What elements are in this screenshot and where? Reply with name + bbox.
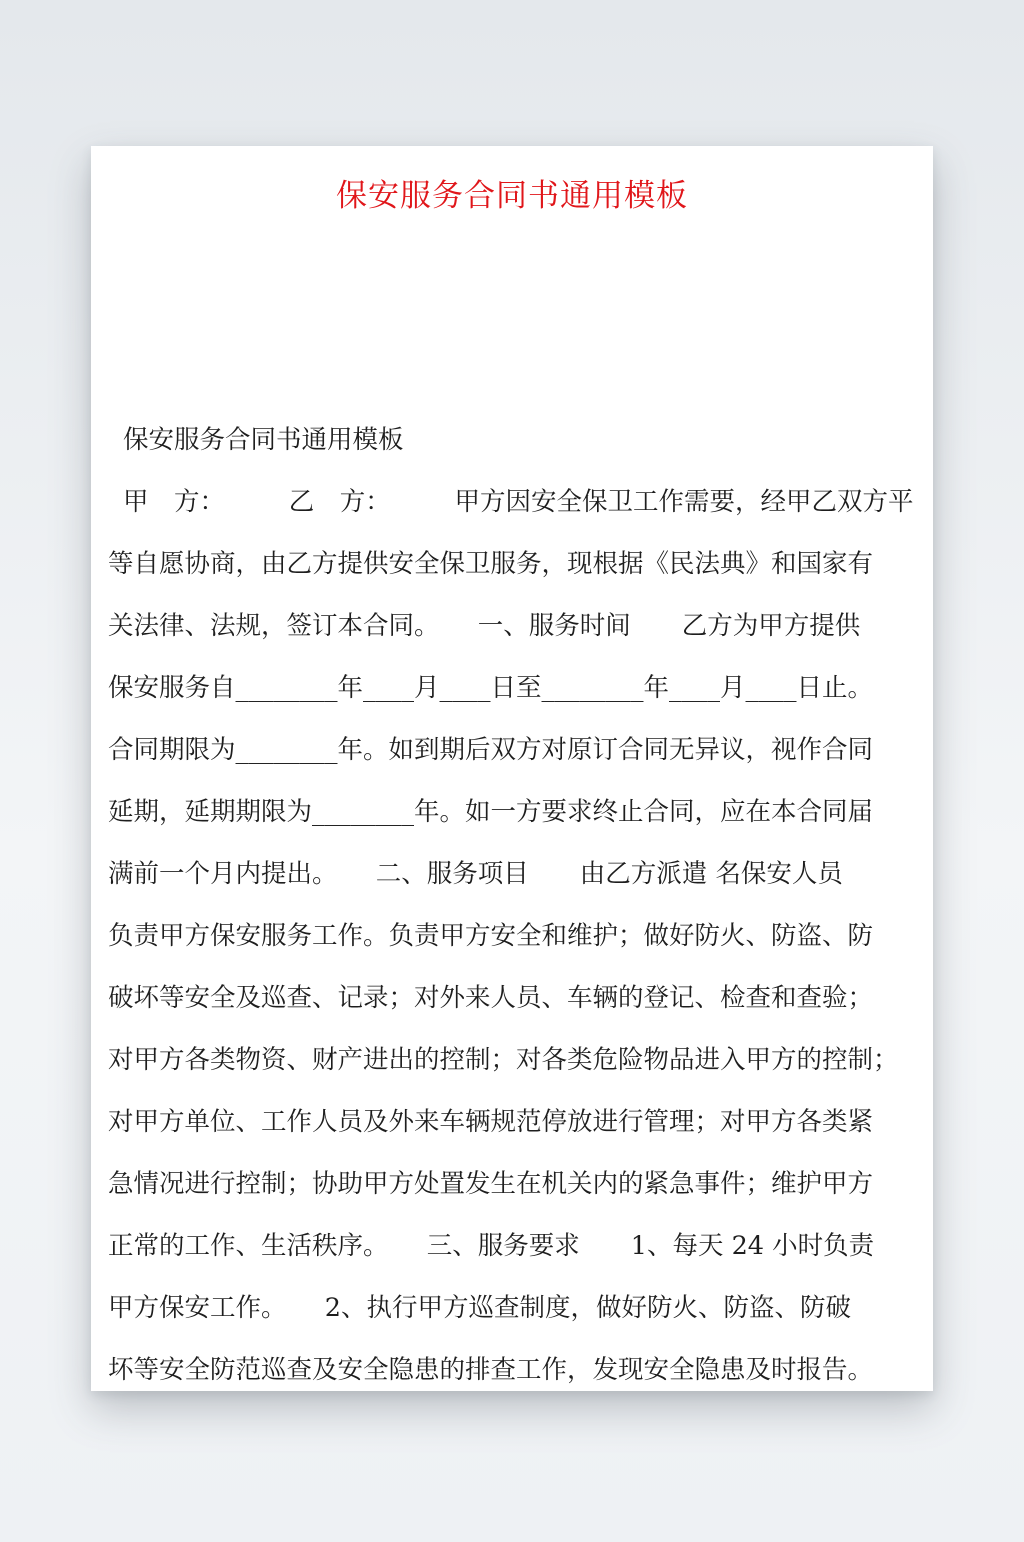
body-line: 合同期限为________年。如到期后双方对原订合同无异议，视作合同: [108, 735, 874, 765]
body-line: 对甲方各类物资、财产进出的控制；对各类危险物品进入甲方的控制；: [108, 1045, 899, 1075]
document-title: 保安服务合同书通用模板: [336, 178, 688, 214]
body-line: 破坏等安全及巡查、记录；对外来人员、车辆的登记、检查和查验；: [108, 983, 874, 1013]
document-page: [91, 146, 933, 1391]
body-line: 对甲方单位、工作人员及外来车辆规范停放进行管理；对甲方各类紧: [108, 1107, 874, 1137]
document-body: [108, 409, 928, 1391]
body-line: 坏等安全防范巡查及安全隐患的排查工作，发现安全隐患及时报告。: [108, 1355, 874, 1385]
body-line: 延期，延期期限为________年。如一方要求终止合同，应在本合同届: [108, 797, 874, 827]
body-line: 正常的工作、生活秩序。 三、服务要求 1、每天 24 小时负责: [108, 1231, 875, 1261]
body-line: 保安服务自________年____月____日至________年____月____日止。: [108, 673, 874, 703]
body-line: 等自愿协商，由乙方提供安全保卫服务，现根据《民法典》和国家有: [108, 549, 874, 579]
body-line: 甲方保安工作。 2、执行甲方巡查制度，做好防火、防盗、防破: [108, 1293, 851, 1323]
body-line: 满前一个月内提出。 二、服务项目 由乙方派遣 名保安人员: [108, 859, 843, 889]
body-heading: 保安服务合同书通用模板: [123, 425, 404, 455]
body-line: 关法律、法规，签订本合同。 一、服务时间 乙方为甲方提供: [108, 611, 861, 641]
body-line: 甲 方： 乙 方： 甲方因安全保卫工作需要，经甲乙双方平: [123, 487, 914, 517]
body-line: 急情况进行控制；协助甲方处置发生在机关内的紧急事件；维护甲方: [108, 1169, 874, 1199]
body-line: 负责甲方保安服务工作。负责甲方安全和维护；做好防火、防盗、防: [108, 921, 874, 951]
